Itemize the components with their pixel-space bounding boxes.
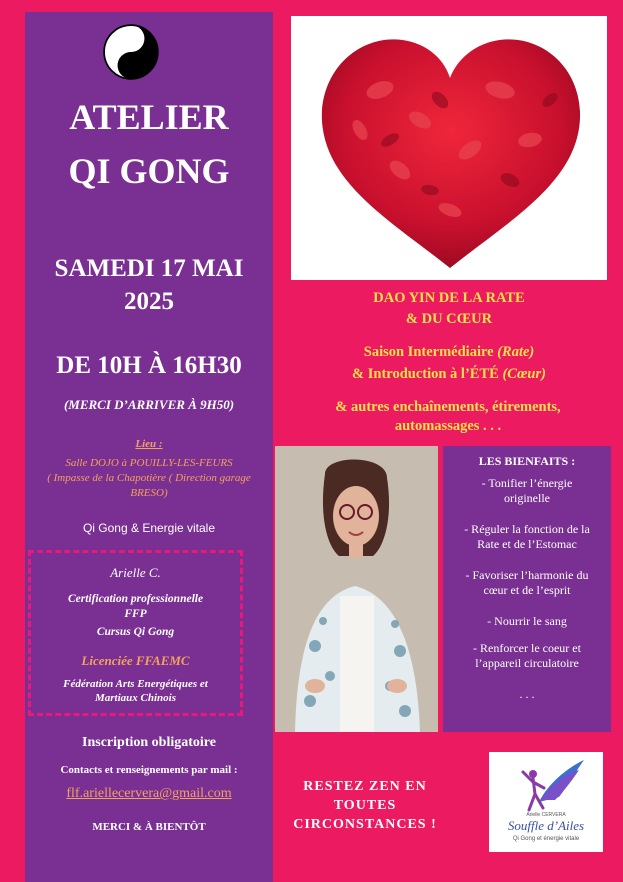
benefits-panel	[443, 446, 611, 732]
benefit-item	[443, 614, 611, 629]
federation-line-1: Fédération Arts Energétiques et	[63, 678, 208, 690]
dao-yin-title-line-2: & DU CŒUR	[405, 311, 493, 327]
benefit-line-1: - Tonifier l’énergie	[481, 476, 573, 490]
benefit-line-1: - Favoriser l’harmonie du	[465, 568, 589, 582]
slogan-line-3: CIRCONSTANCES !	[293, 817, 437, 832]
benefit-line-2: cœur et de l’esprit	[483, 583, 571, 597]
stay-zen-slogan	[275, 777, 455, 834]
other-activities-line-2: automassages . . .	[394, 418, 502, 434]
arrival-note: (MERCI D’ARRIVER À 9H50)	[63, 397, 235, 412]
season-line-1-note: (Rate)	[497, 344, 535, 360]
location-line-1: Salle DOJO à POUILLY-LES-FEURS	[65, 457, 233, 469]
logo-name: Souffle d’Ailes	[507, 818, 585, 833]
certification-line-2: FFP	[124, 608, 147, 620]
benefit-item	[443, 568, 611, 598]
location-label: Lieu :	[135, 438, 163, 450]
benefit-item	[443, 641, 611, 671]
rose-petal-heart-image	[300, 20, 600, 275]
teacher-portrait-photo	[275, 446, 438, 732]
email-link[interactable]: flf.ariellecervera@gmail.com	[66, 786, 232, 801]
benefit-line-2: l’appareil circulatoire	[475, 656, 579, 670]
left-panel-top-gap	[25, 0, 273, 12]
benefit-line-2: Rate et de l’Estomac	[477, 537, 577, 551]
dao-yin-title-line-1: DAO YIN DE LA RATE	[373, 290, 525, 306]
thanks-note: MERCI & À BIENTÔT	[92, 821, 206, 833]
yin-yang-icon	[103, 24, 159, 80]
certification-line-1: Certification professionnelle	[67, 593, 204, 605]
season-line-1-text: Saison Intermédiaire	[363, 344, 498, 360]
licence: Licenciée FFAEMC	[81, 653, 190, 668]
benefit-item	[443, 687, 611, 702]
season-line-2-note: (Cœur)	[502, 366, 546, 382]
season-line-2-text: & Introduction à l’ÉTÉ	[352, 366, 503, 382]
location-line-3: BRESO)	[130, 487, 168, 499]
benefit-item	[443, 522, 611, 552]
souffle-dailes-logo	[489, 752, 603, 852]
season-line-1	[291, 344, 607, 361]
certification-line-3: Cursus Qi Gong	[96, 626, 175, 638]
hours: DE 10H À 16H30	[56, 352, 242, 379]
title-line-1: ATELIER	[69, 97, 229, 137]
benefit-line-1: . . .	[519, 687, 535, 701]
subtitle: Qi Gong & Energie vitale	[82, 521, 216, 535]
registration-required: Inscription obligatoire	[82, 735, 216, 750]
logo-tagline: Qi Gong et énergie vitale	[512, 836, 580, 842]
other-activities-line-1: & autres enchaînements, étirements,	[335, 399, 561, 415]
benefit-line-2: originelle	[504, 491, 550, 505]
teacher-name: Arielle C.	[110, 565, 161, 580]
federation-line-2: Martiaux Chinois	[94, 692, 176, 704]
contacts-label: Contacts et renseignements par mail :	[60, 764, 238, 776]
location-line-2: ( Impasse de la Chapotière ( Direction garage	[47, 472, 251, 484]
date-line-1: SAMEDI 17 MAI	[54, 255, 244, 282]
benefit-line-1: - Nourrir le sang	[487, 614, 567, 628]
benefit-line-1: - Réguler la fonction de la	[464, 522, 590, 536]
benefit-line-1: - Renforcer le coeur et	[473, 641, 581, 655]
title-line-2: QI GONG	[68, 151, 230, 191]
benefit-item	[443, 476, 611, 506]
date-line-2: 2025	[124, 288, 174, 315]
benefits-title: LES BIENFAITS :	[478, 454, 576, 468]
season-line-2	[291, 366, 607, 383]
logo-author: Arielle CERVERA	[526, 812, 566, 818]
slogan-line-1: RESTEZ ZEN EN	[303, 779, 427, 794]
slogan-line-2: TOUTES	[333, 798, 397, 813]
